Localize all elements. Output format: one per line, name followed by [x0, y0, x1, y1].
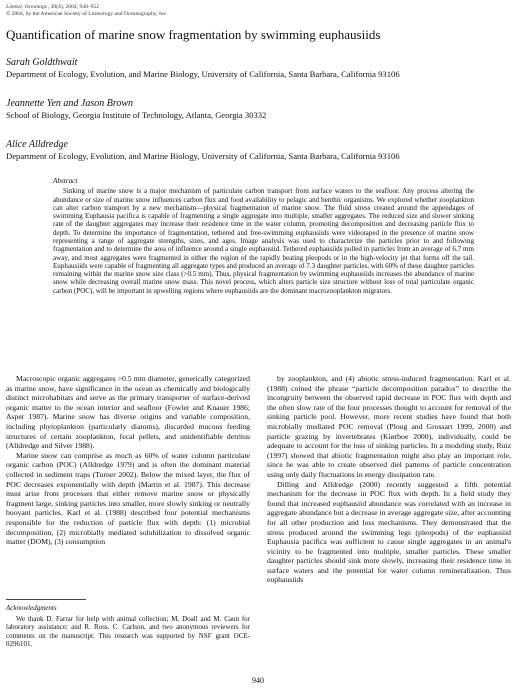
body-paragraph: Marine snow can comprise as much as 60% of water column particulate organic carbon (POC) (Alldredge 1979) and is often the dominant material collected in sediment traps (Turner 2002). Below the mixed layer, the flux of POC decreases exponentially with depth (Martin et al. 1987). This decrease must arise from processes that either remove marine snow or physically fragment large, sinking particles into smaller, more slowly sinking or neutrally buoyant particles. Karl et al. (1988) described four potential mechanisms responsible for the reduction of particle flux with depth: (1) microbial decomposition, (2) microbially mediated solubilization to dissolved organic matter (DOM), (3) consumption	[6, 450, 250, 547]
author-affiliation: Department of Ecology, Evolution, and Marine Biology, University of California, Santa Barbara, California 93106	[6, 69, 400, 79]
acknowledgments-body: We thank D. Farrar for help with animal collection; M. Doall and M. Caun for laboratory assistance; and R. Ross, C. Carlson, and two anonymous reviewers for comments on the manuscript. This research was supported by NSF grant OCE-0296101.	[6, 614, 250, 648]
abstract-heading: Abstract	[53, 177, 78, 185]
abstract	[53, 177, 474, 295]
body-paragraph: Macroscopic organic aggregates >0.5 mm diameter, generically categorized as marine snow, have significance in the ocean as chemically and biologically distinct microhabitats and serve as the primary transporter of surface-derived organic matter to the ocean interior and seafloor (Fowler and Knauer 1986; Asper 1987). Marine snow has diverse origins and variable composition, including phytoplankton (particularly diatoms), discarded mucous feeding structures of certain zooplankton, fecal pellets, and unidentifiable detritus (Alldredge and Silver 1988).	[6, 374, 250, 451]
author-block-3	[6, 139, 511, 162]
acknowledgments	[6, 604, 250, 649]
acknowledgments-heading: Acknowledgments	[6, 604, 57, 612]
author-affiliation: Department of Ecology, Evolution, and Marine Biology, University of California, Santa Barbara, California 93106	[6, 151, 400, 161]
author-name: Jeannette Yen and Jason Brown	[6, 98, 134, 109]
journal-name: Limnol. Oceanogr.,	[6, 4, 50, 10]
footnote-divider	[6, 599, 86, 600]
author-block-1	[6, 57, 511, 80]
paper-title: Quantification of marine snow fragmentation by swimming euphausiids	[6, 27, 381, 42]
body-paragraph: Dilling and Alldredge (2000) recently suggested a fifth potential mechanism for the decrease in POC flux with depth. In a field study they found that increased euphausiid abundance was correlated with an increase in aggregate abundance but a decrease in average aggregate size, after accounting for all other production and loss mechanisms. They demonstrated that the stress produced around the swimming legs (pleopods) of the euphausiid Euphausia pacifica was sufficient to cause single aggregates in an animal's vicinity to be fragmented into multiple, smaller particles. These smaller daughter particles should sink more slowly, increasing their residence time in surface waters and the potential for water column remineralization. Thus euphausiids	[267, 479, 511, 585]
author-block-2	[6, 98, 511, 121]
author-name: Alice Alldredge	[6, 139, 68, 150]
body-column-left	[6, 374, 250, 547]
author-affiliation: School of Biology, Georgia Institute of Technology, Atlanta, Georgia 30332	[6, 110, 267, 120]
body-column-right	[267, 374, 511, 585]
body-paragraph: by zooplankton, and (4) abiotic stress-induced fragmentation. Karl et al. (1988) coined the phrase “particle decomposition paradox” to describe the incongruity between the observed rapid decrease in POC flux with depth and the often slow rate of the four processes thought to account for removal of the sinking particle pool. However, more recent studies have found that both microbially mediated POC removal (Ploug and Grossart 1999, 2000) and particle grazing by invertebrates (Kiørboe 2000), individually, could be adequate to account for the loss of sinking particles. In a modeling study, Ruiz (1997) showed that abiotic fragmentation might also play an important role, since he was able to create observed diel patterns of particle concentration using only daily fluctuations in energy dissipation rate.	[267, 374, 511, 479]
journal-header	[6, 4, 168, 18]
copyright-line: © 2004, by the American Society of Limnology and Oceanography, Inc.	[6, 11, 168, 17]
page-number: 940	[252, 676, 264, 685]
journal-issue: 49(4), 2004, 940–952	[49, 4, 100, 10]
journal-citation	[6, 4, 168, 11]
author-name: Sarah Goldthwait	[6, 57, 78, 68]
abstract-body: Sinking of marine snow is a major mechanism of particulate carbon transport from surface waters to the seafloor. Any process altering the abundance or size of marine snow influences carbon flux and food availability to pelagic and benthic organisms. We explored whether zooplankton can alter carbon transport by a new mechanism—physical fragmentation of marine snow. The fluid stress created around the appendages of swimming Euphausia pacifica is capable of fragmenting a single aggregate into multiple, smaller aggregates. The reduced size and slower sinking rate of the daughter aggregates may increase their residence time in the water column, promoting decomposition and decreasing particle flux to depth. To determine the importance of fragmentation, tethered and free-swimming euphausiids were videotaped in the presence of marine snow representing a range of aggregate strengths, sizes, and ages. Image analysis was used to characterize the particles prior to and following fragmentation and to determine the area of influence around a single euphausiid. Tethered euphausiids pulled in particles from an average of 6.7 mm away, and most aggregates were fragmented in either the region of the rapidly beating pleopods or in the high-velocity jet that forms off the tail. Euphausiids were capable of fragmenting all aggregate types and produced an average of 7.3 daughter particles, with 60% of these daughter particles remaining within the marine snow size class (>0.5 mm). Thus, physical fragmentation by swimming euphausiids increases the abundance of marine snow while decreasing overall marine snow mass. This novel process, which alters particle size structure without loss of total particulate organic carbon (POC), will be important in upwelling regions where euphausiids are the dominant macrozooplankton migrators.	[53, 187, 474, 295]
